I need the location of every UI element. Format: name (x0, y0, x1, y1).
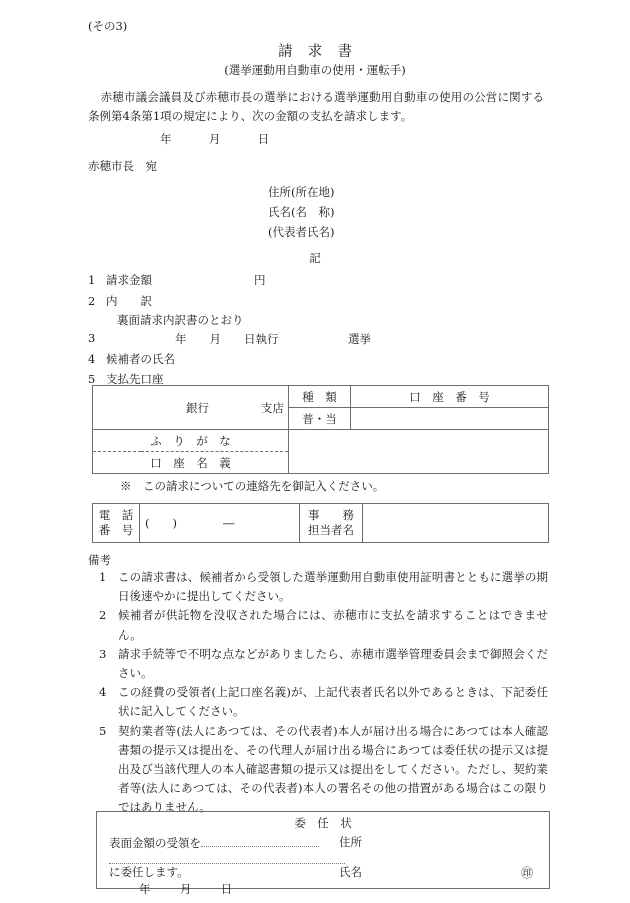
notes-list (88, 568, 548, 818)
applicant-address-label: 住所(所在地) (268, 185, 335, 199)
item-1-unit: 円 (254, 273, 266, 287)
staff-label-line-1: 事 務 (308, 508, 354, 522)
phone-label-line-1: 電 話 (98, 508, 134, 522)
list-item (88, 683, 548, 721)
bank-suffix-label: 銀行 (186, 400, 209, 415)
power-of-attorney-box (96, 811, 550, 896)
item-3-number: 3 (88, 331, 96, 345)
note-1-number: 1 (99, 570, 107, 584)
poa-address-label: 住所 (339, 835, 362, 849)
furigana-label: ふ り が な (93, 430, 289, 452)
page-subtitle: (選挙運動用自動車の使用・運転手) (224, 63, 406, 77)
account-holder-input-cell[interactable] (289, 430, 549, 474)
item-3-election-label: 選挙 (348, 332, 371, 346)
applicant-representative-label: (代表者氏名) (268, 225, 335, 239)
staff-label (300, 504, 363, 543)
poa-delegate-input-1[interactable] (201, 834, 319, 847)
account-number-input-cell[interactable] (351, 408, 549, 430)
note-1-text: この請求書は、候補者から受領した選挙運動用自動車使用証明書とともに選挙の期日後速やかに提出してください。 (118, 570, 548, 604)
item-4-candidate-name (88, 351, 175, 367)
phone-input-cell[interactable]: ( ) ― (140, 504, 300, 543)
ki-mark: 記 (309, 251, 321, 265)
document-kind-label: (その3) (88, 19, 128, 33)
contact-note: ※ この請求についての連絡先を御記入ください。 (120, 479, 385, 493)
bank-branch-input-cell[interactable] (93, 386, 289, 430)
item-2-breakdown (88, 293, 152, 309)
intro-paragraph: 赤穂市議会議員及び赤穂市長の選挙における選挙運動用自動車の使用の公営に関する条例第4条第1項の規定により、次の金額の支払を請求します。 (88, 90, 544, 123)
item-5-label: 支払先口座 (106, 372, 164, 386)
poa-name-label: 氏名 (339, 865, 362, 879)
item-1-number: 1 (88, 273, 96, 287)
note-4-number: 4 (99, 685, 107, 700)
account-holder-label: 口 座 名 義 (93, 452, 289, 474)
note-3-text: 請求手続等で不明な点などがありましたら、赤穂市選挙管理委員会まで御照会ください。 (118, 646, 548, 681)
list-item (88, 568, 548, 606)
note-5-number: 5 (99, 723, 107, 738)
list-item (88, 606, 548, 644)
date-year-label: 年 (160, 132, 172, 146)
phone-label-line-2: 番 号 (98, 523, 134, 537)
bank-account-table (92, 385, 549, 474)
note-3-number: 3 (99, 646, 107, 661)
item-4-number: 4 (88, 352, 96, 366)
date-day-label: 日 (257, 132, 270, 146)
list-item (88, 645, 548, 683)
item-2-number: 2 (88, 294, 96, 308)
applicant-name-label: 氏名(名 称) (268, 205, 335, 219)
table-row (93, 386, 549, 408)
note-4-text: この経費の受領者(上記口座名義)が、上記代表者氏名以外であるときは、下記委任状に記入してください。 (118, 685, 548, 719)
page-title: 請求書 (278, 44, 368, 60)
staff-label-line-2: 担当者名 (308, 523, 354, 537)
contact-table (92, 503, 549, 543)
phone-label (93, 504, 140, 543)
addressee-label: 赤穂市長 宛 (88, 159, 157, 173)
poa-line-1 (109, 834, 319, 851)
poa-line-3: に委任します。 (109, 865, 189, 879)
item-1-label: 請求金額 (106, 273, 152, 287)
power-of-attorney-title: 委任状 (294, 816, 364, 830)
item-4-label: 候補者の氏名 (106, 352, 175, 366)
item-3-date-label: 年 月 日執行 (175, 332, 279, 346)
list-item (88, 722, 548, 818)
table-row (93, 504, 549, 543)
seal-icon: ㊞ (521, 866, 534, 880)
item-2-label: 内 訳 (106, 294, 152, 308)
account-number-header: 口 座 番 号 (351, 386, 549, 408)
poa-line-1-prefix: 表面金額の受領を (109, 836, 201, 850)
note-2-number: 2 (99, 608, 107, 623)
poa-date-day: 日 (220, 882, 233, 896)
date-month-label: 月 (208, 132, 221, 146)
poa-delegate-input-2[interactable] (109, 851, 345, 864)
poa-date-month: 月 (179, 882, 192, 896)
account-type-header: 種 類 (289, 386, 351, 408)
item-2-sub-text: 裏面請求内訳書のとおり (117, 313, 244, 327)
branch-suffix-label: 支店 (261, 400, 284, 415)
table-row (93, 430, 549, 452)
item-3-election (88, 331, 106, 345)
item-1-claim-amount (88, 272, 152, 288)
note-2-text: 候補者が供託物を没収された場合には、赤穂市に支払を請求することはできません。 (118, 608, 548, 642)
item-5-number: 5 (88, 372, 96, 386)
notes-heading: 備考 (88, 553, 111, 567)
submission-date-line (160, 131, 269, 147)
poa-date-year: 年 (139, 882, 151, 896)
poa-date-line (139, 881, 232, 897)
note-5-text: 契約業者等(法人にあつては、その代表者)本人が届け出る場合にあつては本人確認書類の提示又は提出を、その代理人が届け出る場合にあつては委任状の提示又は提出及び当該代理人の本人確認書類の提示又は提出をしてください。ただし、契約業者等(法人にあつては、その代表者)本人の署名その他の措置がある場合はこの限りではありません。 (118, 723, 548, 815)
staff-input-cell[interactable] (363, 504, 549, 543)
account-type-value[interactable]: 普・当 (289, 408, 351, 430)
